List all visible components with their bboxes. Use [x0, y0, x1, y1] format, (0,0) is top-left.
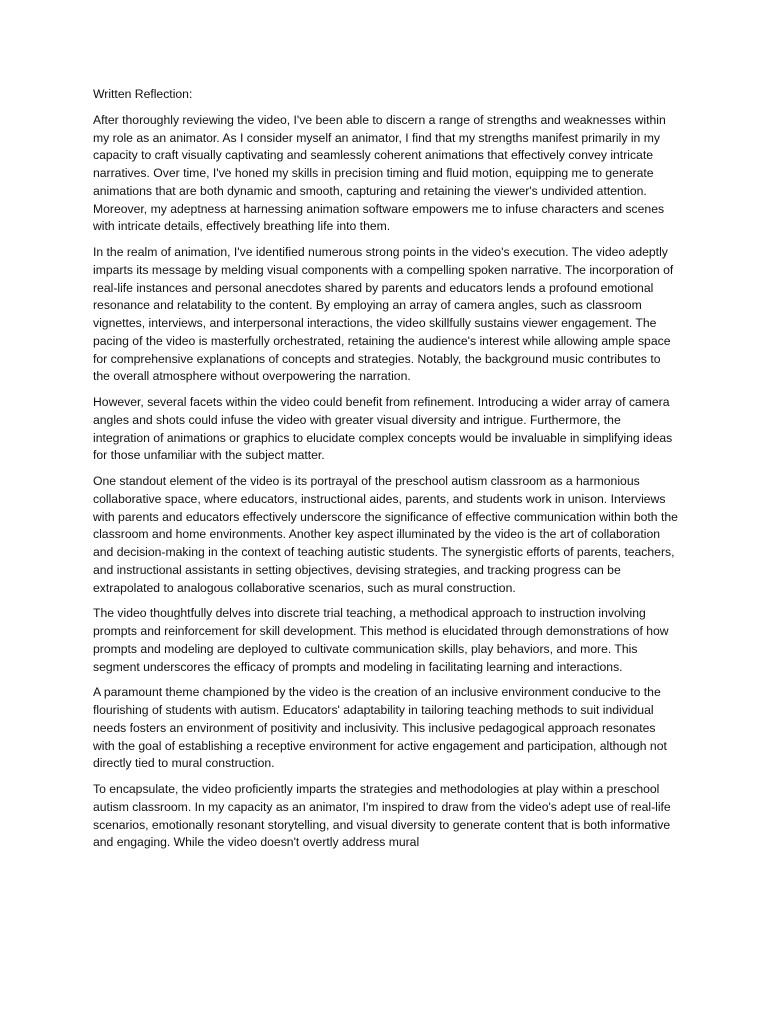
paragraph-strengths: After thoroughly reviewing the video, I've been able to discern a range of strengths and weaknesses within my role as an animator. As I consider myself an animator, I find that my strengths manifest primarily in my capacity to craft visually captivating and seamlessly coherent animations that effectively convey intricate narratives. Over time, I've honed my skills in precision timing and fluid motion, equipping me to generate animations that are both dynamic and smooth, capturing and retaining the viewer's undivided attention. Moreover, my adeptness at harnessing animation software empowers me to infuse characters and scenes with intricate details, effectively breathing life into them. [93, 112, 666, 234]
paragraph-discrete-trial: The video thoughtfully delves into discrete trial teaching, a methodical approach to instruction involving prompts and reinforcement for skill development. This method is elucidated through demonstrations of how prompts and modeling are deployed to cultivate communication skills, play behaviors, and more. This segment underscores the efficacy of prompts and modeling in facilitating learning and interactions. [93, 606, 669, 674]
paragraph-conclusion: To encapsulate, the video proficiently imparts the strategies and methodologies at play within a preschool autism classroom. In my capacity as an animator, I'm inspired to draw from the video's adept use of real-life scenarios, emotionally resonant storytelling, and visual diversity to generate content that is both informative and engaging. While the video doesn't overtly address mural [93, 782, 671, 850]
document-heading: Written Reflection: [93, 87, 193, 101]
paragraph-inclusive-environment: A paramount theme championed by the video is the creation of an inclusive environment conducive to the flourishing of students with autism. Educators' adaptability in tailoring teaching methods to suit individual needs fosters an environment of positivity and inclusivity. This inclusive pedagogical approach resonates with the goal of establishing a receptive environment for active engagement and participation, although not directly tied to mural construction. [93, 685, 667, 771]
document-body [93, 86, 678, 860]
paragraph-refinement: However, several facets within the video could benefit from refinement. Introducing a wider array of camera angles and shots could infuse the video with greater visual diversity and intrigue. Furthermore, the integration of animations or graphics to elucidate complex concepts would be invaluable in simplifying ideas for those unfamiliar with the subject matter. [93, 395, 673, 463]
paragraph-collaboration: One standout element of the video is its portrayal of the preschool autism classroom as a harmonious collaborative space, where educators, instructional aides, parents, and students work in unison. Interviews with parents and educators effectively underscore the significance of effective communication within both the classroom and home environments. Another key aspect illuminated by the video is the art of collaboration and decision-making in the context of teaching autistic students. The synergistic efforts of parents, teachers, and instructional assistants in setting objectives, devising strategies, and tracking progress can be extrapolated to analogous collaborative scenarios, such as mural construction. [93, 474, 678, 595]
paragraph-strong-points: In the realm of animation, I've identified numerous strong points in the video's execution. The video adeptly imparts its message by melding visual components with a compelling spoken narrative. The incorporation of real-life instances and personal anecdotes shared by parents and educators lends a profound emotional resonance and relatability to the content. By employing an array of camera angles, such as classroom vignettes, interviews, and interpersonal interactions, the video skillfully sustains viewer engagement. The pacing of the video is masterfully orchestrated, retaining the audience's interest while allowing ample space for comprehensive explanations of concepts and strategies. Notably, the background music contributes to the overall atmosphere without overpowering the narration. [93, 245, 674, 384]
